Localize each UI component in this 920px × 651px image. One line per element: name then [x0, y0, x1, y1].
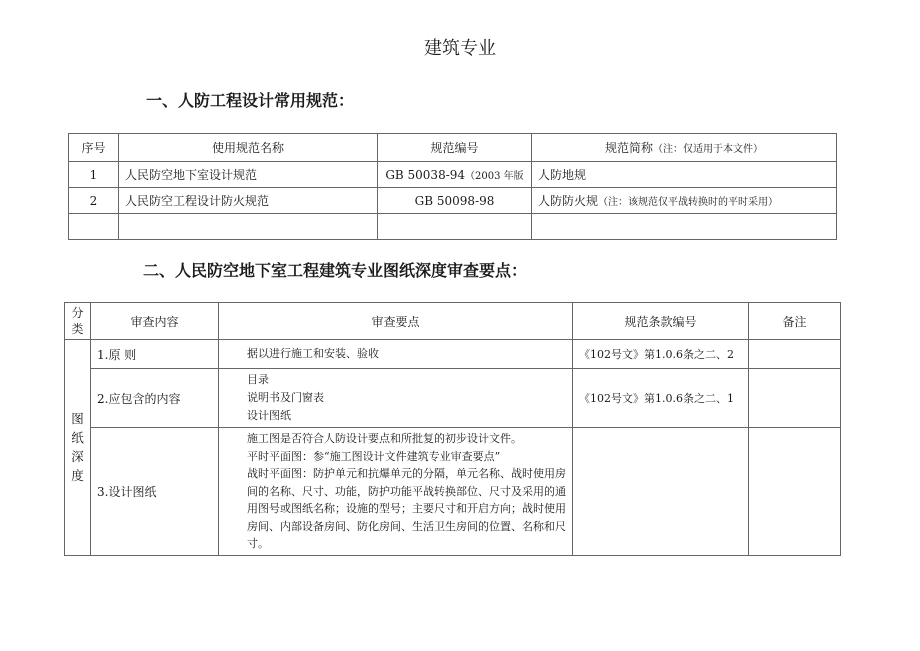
header-abbr [532, 134, 837, 162]
table-row [65, 369, 841, 428]
point-line: 据以进行施工和安装、验收 [247, 347, 379, 360]
category-char: 纸 [71, 430, 84, 446]
row-no: 1 [69, 162, 119, 188]
row-remark [749, 369, 841, 428]
category-char: 图 [71, 411, 84, 427]
table-row-empty [69, 214, 837, 240]
header-category-char: 类 [71, 322, 84, 336]
point-line: 说明书及门窗表 [247, 391, 324, 404]
row-name [119, 214, 378, 240]
row-code-value: GB 50098-98 [414, 193, 495, 208]
row-code-note: （2003 年版 [465, 171, 524, 182]
row-remark [749, 340, 841, 369]
header-clause: 规范条款编号 [573, 303, 749, 340]
row-code [378, 214, 532, 240]
row-abbr [532, 162, 837, 188]
row-content: 2.应包含的内容 [91, 369, 219, 428]
category-cell [65, 340, 91, 556]
point-line: 施工图是否符合人防设计要点和所批复的初步设计文件。 [247, 432, 522, 445]
row-code [378, 162, 532, 188]
point-line: 战时平面图：防护单元和抗爆单元的分隔，单元名称、战时使用房间的名称、尺寸、功能，防护功能平战转换部位、尺寸及采用的通用图号或图纸名称；设施的型号；主要尺寸和开启方向；战时使用房间、内部设备房间、防化房间、生活卫生房间的位置、名称和尺寸。 [247, 467, 566, 550]
header-code: 规范编号 [378, 134, 532, 162]
header-points: 审查要点 [219, 303, 573, 340]
header-abbr-label: 规范简称 [604, 141, 653, 155]
row-clause: 《102号文》第1.0.6条之二、2 [573, 340, 749, 369]
row-name: 人民防空工程设计防火规范 [119, 188, 378, 214]
point-line: 目录 [247, 373, 269, 386]
row-no: 2 [69, 188, 119, 214]
row-content: 3.设计图纸 [91, 428, 219, 556]
header-category [65, 303, 91, 340]
row-abbr [532, 214, 837, 240]
category-char: 深 [71, 449, 84, 465]
table-row [69, 188, 837, 214]
table-row [65, 428, 841, 556]
table-header-row [65, 303, 841, 340]
row-abbr [532, 188, 837, 214]
header-category-char: 分 [71, 306, 84, 320]
row-code-value: GB 50038-94 [385, 168, 466, 182]
header-content: 审查内容 [91, 303, 219, 340]
header-no: 序号 [69, 134, 119, 162]
section2-heading: 二、人民防空地下室工程建筑专业图纸深度审查要点： [143, 261, 528, 280]
row-abbr-value: 人防防火规 [538, 194, 599, 208]
category-char: 度 [71, 468, 84, 484]
row-points [219, 428, 573, 556]
section1-heading: 一、人防工程设计常用规范： [146, 91, 355, 110]
point-line: 平时平面图：参“施工图设计文件建筑专业审查要点” [247, 449, 501, 463]
row-clause: 《102号文》第1.0.6条之二、1 [573, 369, 749, 428]
document-title: 建筑专业 [424, 38, 496, 59]
standards-table [68, 133, 837, 240]
row-name: 人民防空地下室设计规范 [119, 162, 378, 188]
table-header-row [69, 134, 837, 162]
row-points [219, 340, 573, 369]
review-table [64, 302, 841, 556]
row-points [219, 369, 573, 428]
point-line: 设计图纸 [247, 409, 291, 422]
row-remark [749, 428, 841, 556]
row-content: 1.原 则 [91, 340, 219, 369]
header-abbr-note: （注：仅适用于本文件） [653, 144, 763, 155]
row-abbr-note: （注：该规范仅平战转换时的平时采用） [598, 197, 779, 208]
row-clause [573, 428, 749, 556]
row-no [69, 214, 119, 240]
table-row [65, 340, 841, 369]
header-name: 使用规范名称 [119, 134, 378, 162]
header-remark: 备注 [749, 303, 841, 340]
row-abbr-value: 人防地规 [538, 168, 587, 182]
row-code [378, 188, 532, 214]
table-row [69, 162, 837, 188]
